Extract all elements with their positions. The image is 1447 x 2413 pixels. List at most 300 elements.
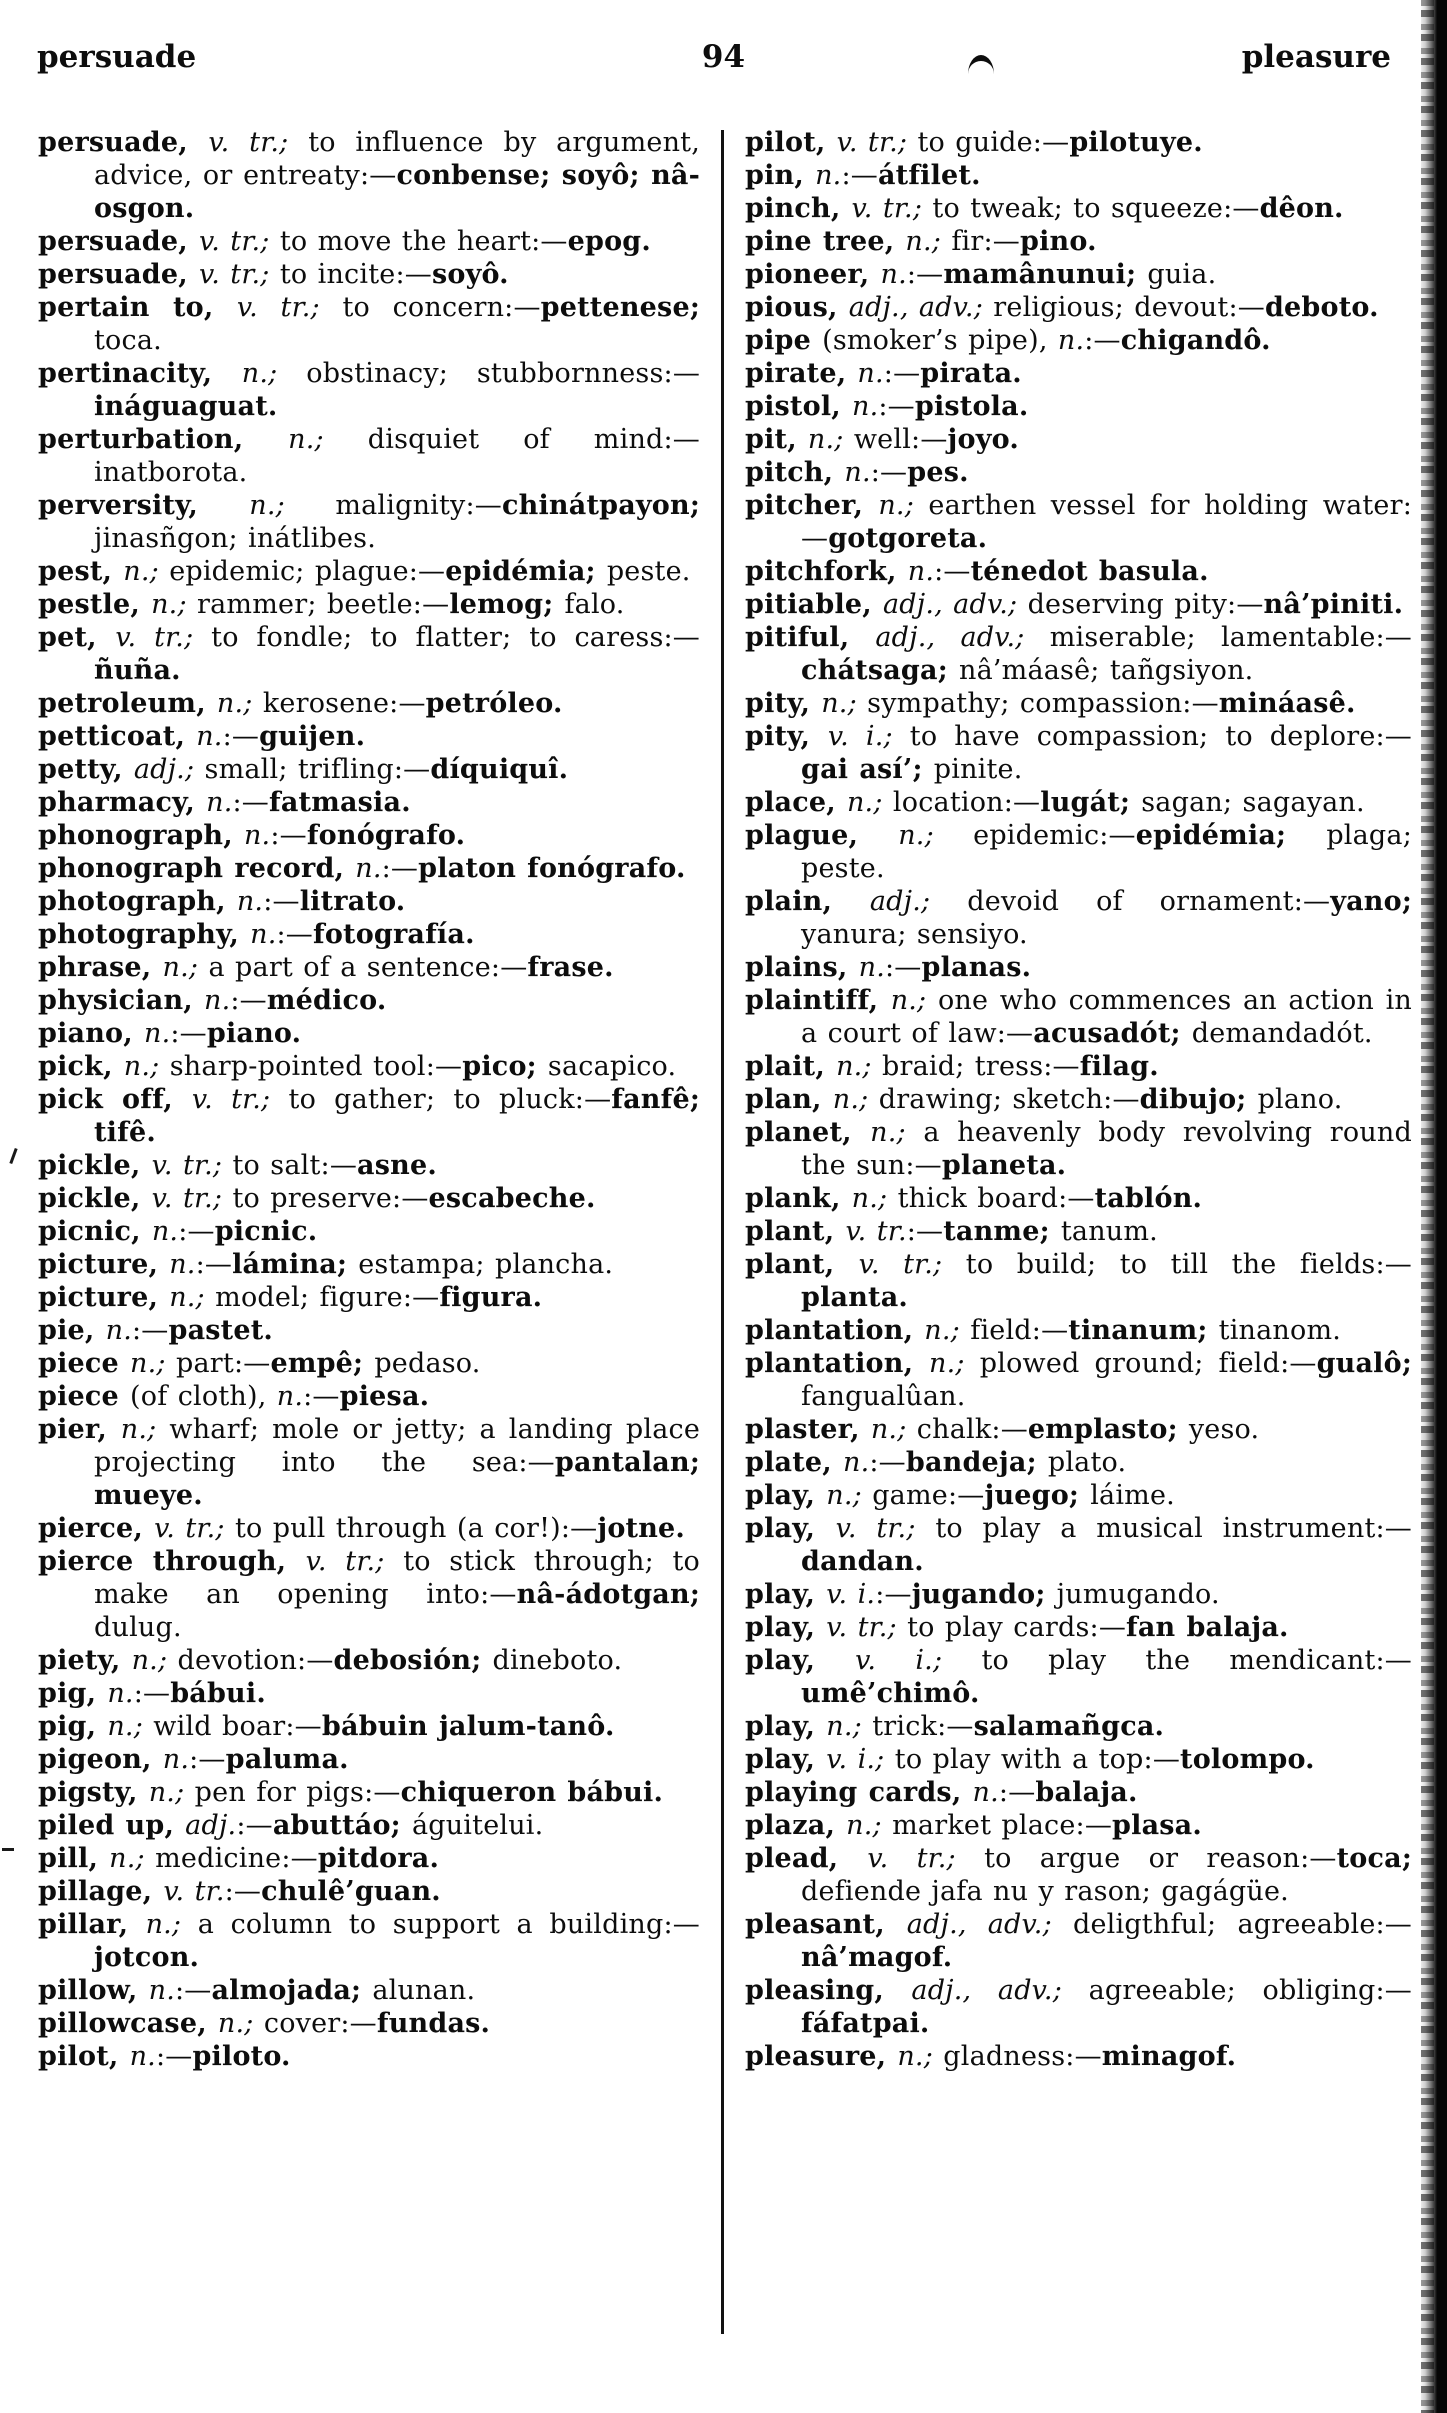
headword: pine tree, — [745, 226, 906, 257]
headword: pigsty, — [38, 1777, 149, 1808]
translation-secondary: toca. — [94, 325, 162, 356]
headword: play, — [745, 1744, 827, 1775]
translation-primary: tanme; — [943, 1216, 1061, 1247]
part-of-speech: v. tr.; — [851, 193, 933, 224]
translation-primary: chulê’guan. — [261, 1876, 441, 1907]
dictionary-entry — [745, 1347, 1412, 1413]
ink-speck — [9, 1148, 17, 1164]
headword: pious, — [745, 292, 849, 323]
headword: photography, — [38, 919, 251, 950]
dictionary-entry — [745, 720, 1412, 786]
headword: pig, — [38, 1711, 108, 1742]
headword: pitchfork, — [745, 556, 908, 587]
translation-primary: umê’chimô. — [801, 1678, 980, 1709]
definition-text: to concern:— — [342, 292, 541, 323]
headword: play, — [745, 1480, 827, 1511]
dictionary-entry — [38, 984, 700, 1017]
definition-text: part:— — [176, 1348, 271, 1379]
translation-primary: díquiquî. — [430, 754, 569, 785]
part-of-speech: v. tr.; — [858, 1249, 966, 1280]
headword: perturbation, — [38, 424, 289, 455]
dictionary-entry — [38, 1050, 700, 1083]
part-of-speech: v. tr.; — [191, 1084, 289, 1115]
part-of-speech: n. — [169, 1249, 196, 1280]
dictionary-entry — [38, 1875, 700, 1908]
translation-primary: nâ-ádotgan; — [516, 1579, 700, 1610]
part-of-speech: n. — [857, 358, 884, 389]
part-of-speech: n.; — [846, 1810, 893, 1841]
translation-primary: toca; — [1336, 1843, 1412, 1874]
dictionary-entry — [38, 1380, 700, 1413]
part-of-speech: n. — [858, 952, 885, 983]
definition-text: to stick through; to make an opening into:— — [94, 1546, 700, 1610]
definition-text: :— — [236, 1810, 273, 1841]
part-of-speech: n.; — [890, 985, 938, 1016]
dictionary-entry — [38, 225, 700, 258]
definition-text: :— — [270, 820, 307, 851]
headword: pilot, — [745, 127, 837, 158]
definition-text: fir:— — [951, 226, 1020, 257]
headword: pierce, — [38, 1513, 155, 1544]
definition-text: :— — [132, 1315, 169, 1346]
part-of-speech: n.; — [832, 1084, 879, 1115]
translation-primary: filag. — [1079, 1051, 1159, 1082]
definition-text: plowed ground; field:— — [979, 1348, 1317, 1379]
running-header — [0, 34, 1447, 80]
translation-primary: fanfê; tifê. — [94, 1084, 700, 1148]
translation-primary: chiqueron bábui. — [400, 1777, 664, 1808]
definition-text: trick:— — [872, 1711, 974, 1742]
translation-primary: fáfatpai. — [801, 2008, 930, 2039]
translation-primary: ténedot basula. — [970, 556, 1209, 587]
headword: pest, — [38, 556, 124, 587]
definition-text: sharp-pointed tool:— — [169, 1051, 463, 1082]
dictionary-entry — [38, 852, 700, 885]
headword: pertain to, — [38, 292, 237, 323]
translation-primary: figura. — [439, 1282, 543, 1313]
dictionary-entry — [745, 1710, 1412, 1743]
headword: pitiful, — [745, 622, 876, 653]
dictionary-entry — [38, 1710, 700, 1743]
dictionary-entry — [745, 1512, 1412, 1578]
headword: plan, — [745, 1084, 833, 1115]
translation-primary: soyô. — [431, 259, 509, 290]
headword: place, — [745, 787, 847, 818]
translation-primary: guijen. — [259, 721, 366, 752]
translation-primary: gotgoreta. — [828, 523, 988, 554]
dictionary-entry — [745, 1479, 1412, 1512]
part-of-speech: adj., adv.; — [882, 589, 1028, 620]
translation-secondary: plato. — [1047, 1447, 1127, 1478]
definition-text: to build; to till the fields:— — [965, 1249, 1412, 1280]
headword: piety, — [38, 1645, 132, 1676]
dictionary-entry — [38, 1644, 700, 1677]
headword: pin, — [745, 160, 816, 191]
headword: pillow, — [38, 1975, 149, 2006]
translation-primary: debosión; — [333, 1645, 493, 1676]
part-of-speech: n.; — [870, 1117, 924, 1148]
headword: play, — [745, 1711, 827, 1742]
part-of-speech: n. — [972, 1777, 999, 1808]
translation-primary: chigandô. — [1120, 325, 1271, 356]
definition-text: :— — [174, 1975, 212, 2006]
headword: perversity, — [38, 490, 250, 521]
dictionary-entry — [745, 225, 1412, 258]
translation-primary: nâ’piniti. — [1263, 589, 1404, 620]
definition-text: gladness:— — [943, 2041, 1102, 2072]
dictionary-entry — [745, 324, 1412, 357]
dictionary-entry — [38, 1743, 700, 1776]
dictionary-entry — [745, 951, 1412, 984]
translation-primary: pico; — [462, 1051, 548, 1082]
part-of-speech: n. — [355, 853, 382, 884]
dictionary-entry — [38, 1083, 700, 1149]
headword: plague, — [745, 820, 899, 851]
dictionary-entry — [38, 357, 700, 423]
definition-text: :— — [875, 1579, 912, 1610]
translation-secondary: jinasñgon; inátlibes. — [94, 523, 376, 554]
definition-text: :— — [906, 1216, 944, 1247]
translation-primary: lemog; — [449, 589, 565, 620]
translation-secondary: estampa; plancha. — [358, 1249, 614, 1280]
headword: persuade, — [38, 226, 199, 257]
translation-primary: minagof. — [1101, 2041, 1237, 2072]
definition-text: medicine:— — [155, 1843, 318, 1874]
part-of-speech: n. — [143, 1018, 171, 1049]
headword: pinch, — [745, 193, 852, 224]
translation-secondary: falo. — [564, 589, 625, 620]
headword: plant, — [745, 1216, 846, 1247]
translation-primary: pino. — [1020, 226, 1097, 257]
dictionary-entry — [745, 258, 1412, 291]
translation-primary: epidémia; — [445, 556, 607, 587]
headword: pitiable, — [745, 589, 883, 620]
scan-edge-artifact — [1421, 0, 1447, 2413]
part-of-speech: n.; — [216, 688, 263, 719]
part-of-speech: n.; — [821, 688, 868, 719]
translation-primary: planeta. — [941, 1150, 1067, 1181]
translation-primary: pettenese; — [540, 292, 700, 323]
definition-text: :— — [133, 1678, 171, 1709]
dictionary-entry — [745, 621, 1412, 687]
dictionary-entry — [38, 1347, 700, 1380]
part-of-speech: n. — [276, 1381, 304, 1412]
definition-text: game:— — [872, 1480, 985, 1511]
headword: planet, — [745, 1117, 871, 1148]
translation-secondary: tinanom. — [1218, 1315, 1342, 1346]
dictionary-entry — [745, 357, 1412, 390]
headword: plank, — [745, 1183, 852, 1214]
dictionary-entry — [745, 1215, 1412, 1248]
translation-primary: bandeja; — [905, 1447, 1048, 1478]
part-of-speech: n. — [243, 820, 271, 851]
dictionary-entry — [38, 1776, 700, 1809]
translation-secondary: láime. — [1090, 1480, 1175, 1511]
definition-text: agreeable; obliging:— — [1088, 1975, 1413, 2006]
translation-primary: lugát; — [1040, 787, 1142, 818]
part-of-speech: v. i.; — [827, 721, 910, 752]
dictionary-entry — [38, 885, 700, 918]
translation-primary: plasa. — [1112, 1810, 1202, 1841]
translation-primary: bábui. — [170, 1678, 266, 1709]
definition-text: (of cloth), — [130, 1381, 277, 1412]
headword: pipe — [745, 325, 823, 356]
definition-text: :— — [906, 259, 944, 290]
dictionary-entry — [38, 786, 700, 819]
translation-secondary: pinite. — [933, 754, 1023, 785]
dictionary-entry — [38, 1017, 700, 1050]
part-of-speech: adj., adv.; — [848, 292, 994, 323]
translation-primary: fatmasia. — [269, 787, 411, 818]
headword: pirate, — [745, 358, 858, 389]
definition-text: deserving pity:— — [1027, 589, 1264, 620]
column-left — [38, 126, 700, 2073]
dictionary-entry — [38, 819, 700, 852]
definition-text: sympathy; compassion:— — [867, 688, 1219, 719]
dictionary-entry — [745, 1413, 1412, 1446]
headword: phonograph record, — [38, 853, 356, 884]
part-of-speech: v. tr.; — [305, 1546, 404, 1577]
definition-text: :— — [841, 160, 878, 191]
dictionary-entry — [38, 1314, 700, 1347]
headword: pie, — [38, 1315, 106, 1346]
definition-text: :— — [1084, 325, 1121, 356]
headword: pillar, — [38, 1909, 146, 1940]
part-of-speech: v. tr.; — [115, 622, 212, 653]
part-of-speech: n.; — [905, 226, 952, 257]
part-of-speech: n.; — [107, 1711, 154, 1742]
part-of-speech: v. tr.; — [198, 226, 280, 257]
translation-primary: asne. — [357, 1150, 437, 1181]
headword: pillage, — [38, 1876, 164, 1907]
part-of-speech: v. tr. — [163, 1876, 225, 1907]
dictionary-entry — [38, 1908, 700, 1974]
part-of-speech: v. i.; — [826, 1744, 895, 1775]
headword: plain, — [745, 886, 870, 917]
headword: pickle, — [38, 1183, 152, 1214]
part-of-speech: v. tr.; — [198, 259, 280, 290]
definition-text: model; figure:— — [215, 1282, 440, 1313]
definition-text: :— — [381, 853, 419, 884]
dictionary-entry — [745, 588, 1412, 621]
headword: pillowcase, — [38, 2008, 218, 2039]
translation-primary: pistola. — [914, 391, 1029, 422]
headword: persuade, — [38, 259, 199, 290]
headword: pigeon, — [38, 1744, 163, 1775]
translation-primary: almojada; — [211, 1975, 373, 2006]
dictionary-entry — [38, 489, 700, 555]
headword: picnic, — [38, 1216, 152, 1247]
headword: plaza, — [745, 1810, 847, 1841]
dictionary-entry — [38, 1545, 700, 1644]
definition-text: to salt:— — [232, 1150, 358, 1181]
part-of-speech: n.; — [169, 1282, 216, 1313]
translation-primary: mináasê. — [1218, 688, 1356, 719]
headword: pilot, — [38, 2041, 130, 2072]
definition-text: religious; devout:— — [993, 292, 1265, 323]
headword: pet, — [38, 622, 116, 653]
translation-primary: conbense; soyô; nâ-osgon. — [94, 160, 700, 224]
headword: picture, — [38, 1249, 170, 1280]
definition-text: :— — [870, 457, 908, 488]
definition-text: rammer; beetle:— — [197, 589, 450, 620]
part-of-speech: adj.; — [133, 754, 205, 785]
part-of-speech: n.; — [870, 1414, 917, 1445]
dictionary-entry — [38, 687, 700, 720]
translation-primary: dibujo; — [1139, 1084, 1258, 1115]
definition-text: a heavenly body revolving round the sun:— — [801, 1117, 1413, 1181]
translation-primary: acusadót; — [1033, 1018, 1192, 1049]
headword: pity, — [745, 721, 828, 752]
part-of-speech: n.; — [851, 1183, 898, 1214]
dictionary-entry — [745, 423, 1412, 456]
definition-text: chalk:— — [916, 1414, 1028, 1445]
translation-secondary: sacapico. — [547, 1051, 677, 1082]
part-of-speech: n.; — [288, 424, 368, 455]
translation-primary: tolompo. — [1180, 1744, 1315, 1775]
dictionary-entry — [745, 1908, 1412, 1974]
dictionary-entry — [38, 918, 700, 951]
definition-text: :— — [303, 1381, 340, 1412]
column-right — [745, 126, 1412, 2073]
dictionary-entry — [38, 1248, 700, 1281]
dictionary-entry — [745, 885, 1412, 951]
translation-primary: dêon. — [1259, 193, 1344, 224]
headword: playing cards, — [745, 1777, 973, 1808]
definition-text: :— — [934, 556, 971, 587]
translation-primary: pantalan; mueye. — [94, 1447, 700, 1511]
dictionary-entry — [745, 1116, 1412, 1182]
headword: phrase, — [38, 952, 163, 983]
dictionary-entry — [38, 1512, 700, 1545]
definition-text: :— — [998, 1777, 1036, 1808]
dictionary-entry — [38, 951, 700, 984]
dictionary-entry — [38, 753, 700, 786]
definition-text: devoid of ornament:— — [967, 886, 1331, 917]
translation-primary: pastet. — [168, 1315, 273, 1346]
headword: pierce through, — [38, 1546, 306, 1577]
definition-text: miserable; lamentable:— — [1049, 622, 1412, 653]
definition-text: to play the mendicant:— — [981, 1645, 1412, 1676]
part-of-speech: n.; — [131, 1645, 178, 1676]
translation-primary: platon fonógrafo. — [418, 853, 686, 884]
headword: plaintiff, — [745, 985, 891, 1016]
definition-text: to fondle; to flatter; to caress:— — [211, 622, 700, 653]
definition-text: to tweak; to squeeze:— — [932, 193, 1260, 224]
definition-text: small; trifling:— — [204, 754, 431, 785]
part-of-speech: adj., adv.; — [911, 1975, 1089, 2006]
dictionary-entry — [745, 1776, 1412, 1809]
part-of-speech: v. tr.; — [151, 1183, 233, 1214]
dictionary-entry — [745, 1182, 1412, 1215]
part-of-speech: adj. — [185, 1810, 237, 1841]
definition-text: to influence by argument, advice, or entreaty:— — [94, 127, 701, 191]
headword: plaster, — [745, 1414, 871, 1445]
dictionary-entry — [38, 1182, 700, 1215]
dictionary-entry — [38, 2040, 700, 2073]
part-of-speech: n.; — [807, 424, 854, 455]
headword: piled up, — [38, 1810, 186, 1841]
part-of-speech: n.; — [249, 490, 336, 521]
translation-secondary: tanum. — [1060, 1216, 1158, 1247]
translation-primary: abuttáo; — [272, 1810, 412, 1841]
part-of-speech: v. tr.; — [154, 1513, 235, 1544]
translation-primary: piano. — [206, 1018, 302, 1049]
headword: pistol, — [745, 391, 852, 422]
translation-primary: paluma. — [225, 1744, 349, 1775]
dictionary-entry — [745, 1083, 1412, 1116]
dictionary-entry — [745, 390, 1412, 423]
translation-secondary: guia. — [1147, 259, 1217, 290]
translation-primary: gualô; — [1316, 1348, 1413, 1379]
headword: persuade, — [38, 127, 209, 158]
definition-text: :— — [222, 721, 260, 752]
headword: plantation, — [745, 1348, 930, 1379]
definition-text: to have compassion; to deplore:— — [909, 721, 1412, 752]
translation-primary: planas. — [921, 952, 1032, 983]
definition-text: :— — [195, 1249, 233, 1280]
translation-primary: escabeche. — [428, 1183, 596, 1214]
definition-text: to preserve:— — [232, 1183, 429, 1214]
translation-secondary: inatborota. — [94, 457, 248, 488]
definition-text: epidemic:— — [973, 820, 1136, 851]
text-block — [38, 126, 1412, 2073]
headword: piece — [38, 1348, 131, 1379]
dictionary-entry — [745, 786, 1412, 819]
headword: plantation, — [745, 1315, 925, 1346]
part-of-speech: v. tr. — [845, 1216, 907, 1247]
definition-text: market place:— — [892, 1810, 1113, 1841]
translation-primary: pitdora. — [317, 1843, 440, 1874]
part-of-speech: adj., adv.; — [875, 622, 1050, 653]
definition-text: devotion:— — [177, 1645, 334, 1676]
dictionary-entry — [745, 687, 1412, 720]
definition-text: deligthful; agreeable:— — [1072, 1909, 1412, 1940]
headword: physician, — [38, 985, 204, 1016]
translation-primary: litrato. — [299, 886, 406, 917]
translation-primary: emplasto; — [1027, 1414, 1189, 1445]
headword: play, — [745, 1612, 827, 1643]
dictionary-entry — [745, 555, 1412, 588]
part-of-speech: n.; — [130, 1348, 176, 1379]
definition-text: one who commences an action in a court of law:— — [801, 985, 1412, 1049]
definition-text: to move the heart:— — [279, 226, 568, 257]
part-of-speech: n.; — [897, 2041, 944, 2072]
definition-text: :— — [878, 391, 915, 422]
dictionary-entry — [745, 456, 1412, 489]
translation-primary: átfilet. — [877, 160, 981, 191]
definition-text: :— — [869, 1447, 906, 1478]
translation-secondary: fangualûan. — [801, 1381, 966, 1412]
headword: pier, — [38, 1414, 121, 1445]
part-of-speech: n.; — [162, 952, 209, 983]
dictionary-entry — [745, 1314, 1412, 1347]
dictionary-entry — [745, 984, 1412, 1050]
translation-primary: tablón. — [1094, 1183, 1203, 1214]
headword: piece — [38, 1381, 131, 1412]
translation-primary: epidémia; — [1135, 820, 1327, 851]
headword: pick off, — [38, 1084, 192, 1115]
part-of-speech: n.; — [898, 820, 974, 851]
definition-text: :— — [170, 1018, 207, 1049]
part-of-speech: n.; — [924, 1315, 971, 1346]
part-of-speech: n. — [148, 1975, 175, 2006]
translation-primary: petróleo. — [425, 688, 563, 719]
translation-primary: pilotuye. — [1069, 127, 1203, 158]
translation-primary: jotne. — [597, 1513, 686, 1544]
translation-primary: planta. — [801, 1282, 909, 1313]
headword: pertinacity, — [38, 358, 242, 389]
